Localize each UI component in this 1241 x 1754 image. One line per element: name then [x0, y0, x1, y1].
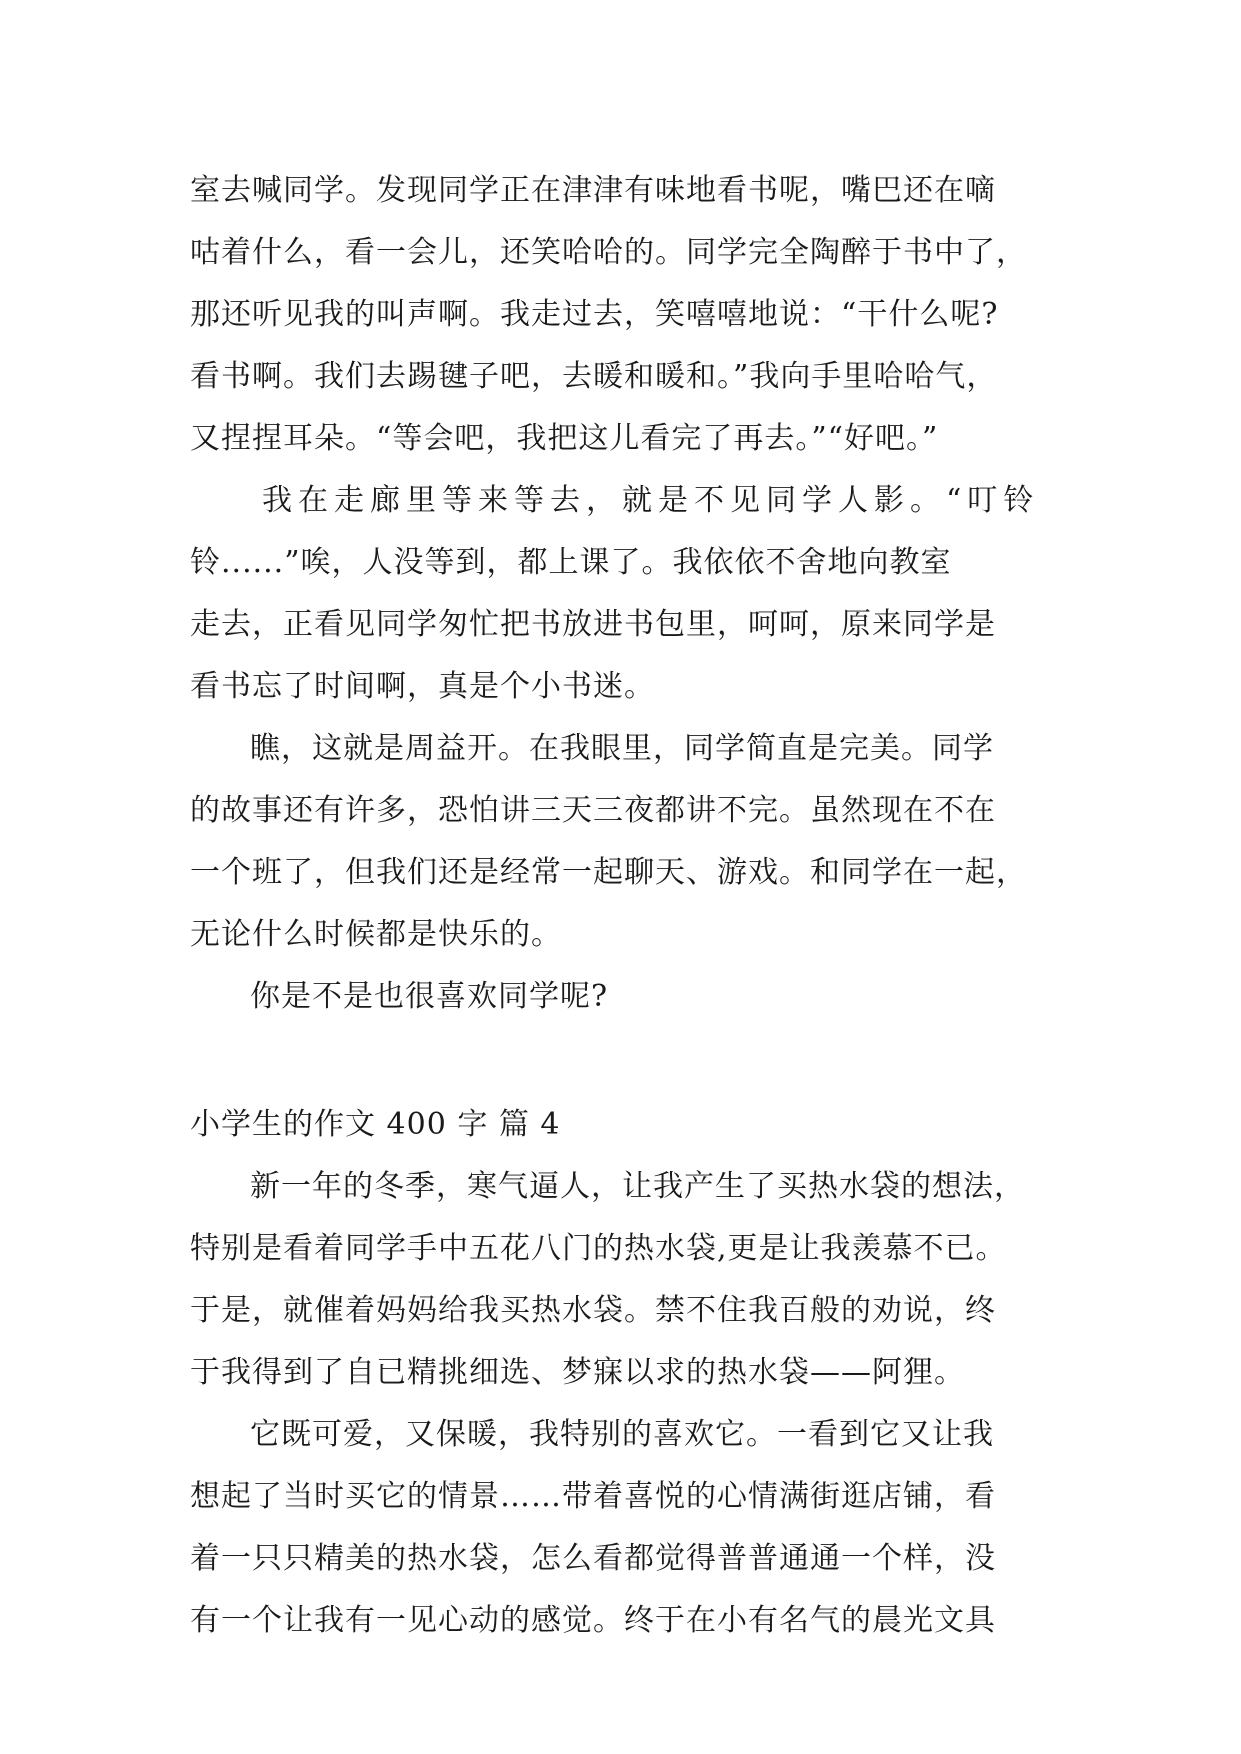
text-line: 它既可爱，又保暖，我特别的喜欢它。一看到它又让我: [250, 1417, 994, 1452]
text-line: 你是不是也很喜欢同学呢?: [250, 979, 609, 1014]
paragraph-1: [190, 160, 1070, 470]
text-line: 的故事还有许多，恐怕讲三天三夜都讲不完。虽然现在不在: [190, 793, 996, 828]
text-line: 我在走廊里等来等去，就是不见同学人影。“叮铃: [262, 483, 1040, 518]
section-heading: 小学生的作文 400 字 篇 4: [190, 1107, 561, 1142]
section-spacer: [190, 1028, 1070, 1094]
paragraph-5: [190, 1156, 1070, 1404]
text-line: 瞧，这就是周益开。在我眼里，同学简直是完美。同学: [250, 731, 994, 766]
text-line: 着一只只精美的热水袋，怎么看都觉得普普通通一个样，没: [190, 1541, 996, 1576]
text-line: 于我得到了自已精挑细选、梦寐以求的热水袋——阿狸。: [190, 1355, 965, 1390]
text-line: 于是，就催着妈妈给我买热水袋。禁不住我百般的劝说，终: [190, 1293, 996, 1328]
text-line: 有一个让我有一见心动的感觉。终于在小有名气的晨光文具: [190, 1603, 996, 1638]
paragraph-3: [190, 718, 1070, 966]
text-line: 那还听见我的叫声啊。我走过去，笑嘻嘻地说：“干什么呢?: [190, 297, 999, 332]
paragraph-4: [190, 966, 1070, 1028]
text-line: 咕着什么，看一会儿，还笑哈哈的。同学完全陶醉于书中了，: [190, 235, 1027, 270]
text-line: 室去喊同学。发现同学正在津津有味地看书呢，嘴巴还在嘀: [190, 173, 996, 208]
text-line: 特别是看着同学手中五花八门的热水袋,更是让我羡慕不已。: [190, 1231, 1007, 1266]
text-line: 又捏捏耳朵。“等会吧，我把这儿看完了再去。”“好吧。”: [190, 421, 939, 456]
text-line: 走去，正看见同学匆忙把书放进书包里，呵呵，原来同学是: [190, 607, 996, 642]
text-line: 看书啊。我们去踢毽子吧，去暖和暖和。”我向手里哈哈气，: [190, 359, 998, 394]
text-line: 无论什么时候都是快乐的。: [190, 917, 562, 952]
paragraph-6: [190, 1404, 1070, 1652]
text-line: 铃......”唉，人没等到，都上课了。我依依不舍地向教室: [190, 545, 952, 580]
paragraph-2: [190, 470, 1070, 718]
text-line: 新一年的冬季，寒气逼人，让我产生了买热水袋的想法，: [250, 1169, 1025, 1204]
document-body: [190, 160, 1070, 1652]
text-line: 看书忘了时间啊，真是个小书迷。: [190, 669, 655, 704]
text-line: 一个班了，但我们还是经常一起聊天、游戏。和同学在一起，: [190, 855, 1027, 890]
text-line: 想起了当时买它的情景……带着喜悦的心情满街逛店铺，看: [190, 1479, 996, 1514]
